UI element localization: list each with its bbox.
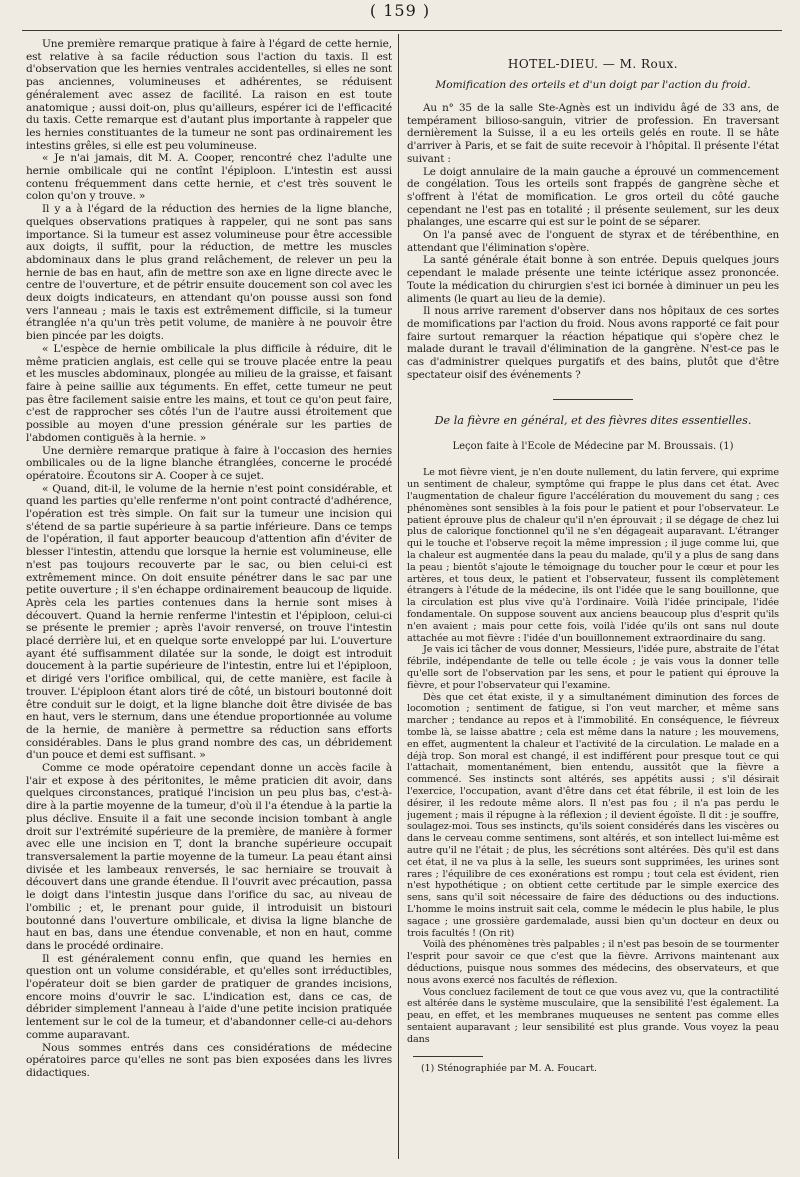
- paragraph: « Quand, dit-il, le volume de la hernie n'est point considérable, et quand les parties qu'elle renferme n'ont point contracté d'adhérence, l'opération est très simple. On fait sur la tumeur une incision qui s'étend de sa partie supérieure à sa partie inférieure. Dans ce temps de l'opération, il faut apporter beaucoup d'attention afin d'éviter de blesser l'intestin, attendu que lorsque la hernie est volumineuse, elle n'est pas toujours recouverte par le sac, ou bien celui-ci est extrêmement mince. On doit ensuite pénétrer dans le sac par une petite ouverture ; il s'en échappe ordinairement beaucoup de liquide. Après cela les parties contenues dans la hernie sont mises à découvert. Quand la hernie renferme l'intestin et l'épiploon, celui-ci se présente le premier ; après l'avoir renversé, on trouve l'intestin placé derrière lui, et en quelque sorte enveloppé par lui. L'ouverture ayant été suffisamment dilatée sur la sonde, le doigt est introduit doucement à la partie supérieure de l'intestin, entre lui et l'épiploon, et dirigé vers l'orifice ombilical, qui, de cette manière, est facile à trouver. L'épiploon étant alors tiré de côté, un bistouri boutonné doit être conduit sur le doigt, et la ligne blanche doit être divisée de bas en haut, vers le sternum, dans une étendue proportionnée au volume de la hernie, de manière à permettre sa réduction sans efforts considérables. Dans le plus grand nombre des cas, un débridement d'un pouce et demi est suffisant. »: [26, 482, 392, 762]
- paragraph: Le doigt annulaire de la main gauche a éprouvé un commencement de congélation. Tous les orteils sont frappés de gangrène sèche et s'offrent à l'état de momification. Le gros orteil du côté gauche cependant ne l'est pas en totalité ; il présente seulement, sur les deux phalanges, une escarre qui est sur le point de se séparer.: [407, 165, 779, 229]
- footnote-rule: [413, 1056, 483, 1057]
- paragraph: Au n° 35 de la salle Ste-Agnès est un individu âgé de 33 ans, de tempérament bilioso-sanguin, vitrier de profession. En traversant dernièrement la Suisse, il a eu les orteils gelés en route. Il se hâte d'arriver à Paris, et se fait de suite recevoir à l'hôpital. Il présente l'état suivant :: [407, 102, 779, 165]
- lecture-line: Leçon faite à l'Ecole de Médecine par M. Broussais. (1): [452, 441, 734, 453]
- footnote: (1) Sténographiée par M. A. Foucart.: [421, 1062, 597, 1074]
- top-rule: [22, 30, 782, 31]
- paragraph: On l'a pansé avec de l'onguent de styrax et de térébenthine, en attendant que l'élimination s'opère.: [407, 229, 779, 254]
- section-title: De la fièvre en général, et des fièvres dites essentielles.: [434, 414, 752, 428]
- article-subheading: Momification des orteils et d'un doigt par l'action du froid.: [435, 79, 751, 91]
- paragraph: Je vais ici tâcher de vous donner, Messieurs, l'idée pure, abstraite de l'état fébrile, indépendante de telle ou telle école ; je vais vous la donner telle qu'elle sort de l'observation par les sens, et pour le patient qui éprouve la fièvre, et pour l'observateur qui l'examine.: [407, 644, 779, 691]
- page-number: ( 159 ): [369, 1, 431, 20]
- paragraph: La santé générale était bonne à son entrée. Depuis quelques jours cependant le malade présente une teinte ictérique assez prononcée. Toute la médication du chirurgien s'est ici bornée à diminuer un peu les aliments (le quart au lieu de la demie).: [407, 254, 779, 305]
- paragraph: « Je n'ai jamais, dit M. A. Cooper, rencontré chez l'adulte une hernie ombilicale qui ne contînt l'épiploon. L'intestin est aussi contenu fréquemment dans cette hernie, et c'est très souvent le colon qu'on y trouve. »: [26, 152, 392, 203]
- paragraph: Dès que cet état existe, il y a simultanément diminution des forces de locomotion ; sentiment de fatigue, si l'on veut marcher, et même sans marcher ; tendance au repos et à l'immobilité. En conséquence, le fiévreux tombe là, se laisse abattre ; cela est même dans la nature ; les mouvemens, en effet, augmentent la chaleur et l'activité de la circulation. Le malade en a déjà trop. Son moral est changé, il est indifférent pour presque tout ce qui l'attachait, momentanément, bien entendu, aussitôt que la fièvre a commencé. Ses instincts sont altérés, ses appétits aussi ; s'il désirait l'exercice, l'occupation, avant d'être dans cet état fébrile, il est loin de les désirer, il les redoute même alors. Il n'est pas fou ; il n'a pas perdu le jugement ; mais il répugne à la réflexion ; il devient égoïste. Il dit : je souffre, soulagez-moi. Tous ses instincts, qu'ils soient considérés dans les viscères ou dans le cerveau comme sentimens, sont altérés, et son intellect lui-même est autre qu'il ne l'était ; de plus, les sécrétions sont altérées. Dès qu'il est dans cet état, il ne va plus à la selle, les sueurs sont supprimées, les urines sont rares ; l'équilibre de ces exonérations est rompu ; tout cela est évident, rien n'est hypothétique ; on obtient cette certitude par le simple exercice des sens, sans qu'il soit nécessaire de faire des déductions ou des inductions. L'homme le moins instruit sait cela, comme le médecin le plus habile, le plus sagace ; une grossière gardemalade, aussi bien qu'un docteur en deux ou trois facultés ! (On rit): [407, 691, 779, 939]
- paragraph: Il nous arrive rarement d'observer dans nos hôpitaux de ces sortes de momifications par l'action du froid. Nous avons rapporté ce fait pour faire surtout remarquer la réaction hépatique qui s'opère chez le malade durant le travail d'élimination de la gangrène. N'est-ce pas le cas d'administrer quelques purgatifs et des bains, plutôt que d'être spectateur oisif des événements ?: [407, 305, 779, 381]
- left-column: [26, 38, 392, 1150]
- paragraph: Nous sommes entrés dans ces considérations de médecine opératoires parce qu'elles ne sont pas bien exposées dans les livres didactiques.: [26, 1041, 392, 1079]
- paragraph: Voilà des phénomènes très palpables ; il n'est pas besoin de se tourmenter l'esprit pour savoir ce que c'est que la fièvre. Arrivons maintenant aux déductions, puisque nous sommes des médecins, des observateurs, et que nous avons exercé nos facultés de réflexion.: [407, 939, 779, 986]
- lecture-body: [407, 467, 779, 1045]
- paragraph: Vous concluez facilement de tout ce que vous avez vu, que la contractilité est altérée dans le système musculaire, que la sensibilité l'est également. La peau, en effet, et les membranes muqueuses ne sentent pas comme elles sentaient auparavant ; leur sensibilité est plus grande. Vous voyez la peau dans: [407, 986, 779, 1045]
- paragraph: Une dernière remarque pratique à faire à l'occasion des hernies ombilicales ou de la ligne blanche étranglées, concerne le procédé opératoire. Écoutons sir A. Cooper à ce sujet.: [26, 444, 392, 482]
- paragraph: Il y a à l'égard de la réduction des hernies de la ligne blanche, quelques observations pratiques à rappeler, qui ne sont pas sans importance. Si la tumeur est assez volumineuse pour être accessible aux doigts, il suffit, pour la réduction, de mettre les muscles abdominaux dans le plus grand relâchement, de relever un peu la hernie de bas en haut, afin de mettre son axe en ligne directe avec le centre de l'ouverture, et de pétrir ensuite doucement son col avec les deux doigts indicateurs, en attendant qu'on pousse aussi son fond vers l'anneau ; mais le taxis est extrêmement difficile, si la tumeur étranglée n'a qu'un très petit volume, de manière à ne pouvoir être bien pincée par les doigts.: [26, 203, 392, 343]
- section-separator: [553, 399, 633, 400]
- article-heading: HOTEL-DIEU. — M. Roux.: [507, 57, 679, 71]
- right-column: [407, 38, 779, 1150]
- paragraph: Il est généralement connu enfin, que quand les hernies en question ont un volume considérable, et qu'elles sont irréductibles, l'opérateur doit se bien garder de pratiquer de grandes incisions, encore moins d'ouvrir le sac. L'indication est, dans ce cas, de débrider simplement l'anneau à l'aide d'une petite incision pratiquée lentement sur le col de la tumeur, et d'abandonner celle-ci au-dehors comme auparavant.: [26, 952, 392, 1041]
- paragraph: Une première remarque pratique à faire à l'égard de cette hernie, est relative à sa facile réduction sous l'action du taxis. Il est d'observation que les hernies ventrales accidentelles, si elles ne sont pas anciennes, volumineuses et adhérentes, se réduisent généralement avec assez de facilité. La raison en est toute anatomique ; aussi doit-on, plus qu'ailleurs, espérer ici de l'efficacité du taxis. Cette remarque est d'autant plus importante à rappeler que les hernies constituantes de la tumeur ne sont pas ordinairement les intestins grêles, si elle est peu volumineuse.: [26, 38, 392, 152]
- paragraph: Comme ce mode opératoire cependant donne un accès facile à l'air et expose à des péritonites, le même praticien dit avoir, dans quelques circonstances, pratiqué l'incision un peu plus bas, c'est-à-dire à la partie moyenne de la tumeur, d'où il l'a étendue à la partie la plus déclive. Ensuite il a fait une seconde incision tombant à angle droit sur l'extrémité supérieure de la première, de manière à former avec elle une incision en T, dont la branche supérieure occupait transversalement la partie moyenne de la tumeur. La peau étant ainsi divisée et les lambeaux renversés, le sac herniaire se trouvait à découvert dans une grande étendue. Il l'ouvrit avec précaution, passa le doigt dans l'intestin jusque dans l'orifice du sac, au niveau de l'ombilic ; et, le prenant pour guide, il introduisit un bistouri boutonné dans l'ouverture ombilicale, et divisa la ligne blanche de haut en bas, dans une étendue convenable, et non en haut, comme dans le procédé ordinaire.: [26, 762, 392, 952]
- paragraph: Le mot fièvre vient, je n'en doute nullement, du latin fervere, qui exprime un sentiment de chaleur, symptôme qui frappe le plus dans cet état. Avec l'augmentation de chaleur figure l'accélération du mouvement du sang ; ces phénomènes sont sensibles à la fois pour le patient et pour l'observateur. Le patient éprouve plus de chaleur qu'il n'en éprouvait ; il se dégage de chez lui plus de calorique fonctionnel qu'il ne s'en dégageait auparavant. L'étranger qui le touche et l'observe reçoit la même impression ; il juge comme lui, que la chaleur est augmentée dans la peau du malade, qu'il y a plus de sang dans la peau ; bientôt s'ajoute le témoignage du toucher pour le cœur et pour les artères, et tous deux, le patient et l'observateur, fussent ils complètement étrangers à l'étude de la médecine, ils ont l'idée que le sang bouillonne, que la circulation est plus vive qu'à l'ordinaire. Voilà l'idée principale, l'idée fondamentale. On suppose souvent aux anciens beaucoup plus d'esprit qu'ils n'en avaient ; mais pour cette fois, voilà l'idée qu'ils ont sans nul doute attachée au mot fièvre : l'idée d'un bouillonnement extraordinaire du sang.: [407, 467, 779, 644]
- paragraph: « L'espèce de hernie ombilicale la plus difficile à réduire, dit le même praticien anglais, est celle qui se trouve placée entre la peau et les muscles abdominaux, plongée au milieu de la graisse, et faisant faire à peine saillie aux téguments. En effet, cette tumeur ne peut pas être facilement saisie entre les mains, et tout ce qu'on peut faire, c'est de rapprocher ses côtés l'un de l'autre aussi étroitement que possible au moyen d'une pression générale sur les parties de l'abdomen contiguës à la hernie. »: [26, 342, 392, 444]
- column-divider: [398, 34, 399, 1159]
